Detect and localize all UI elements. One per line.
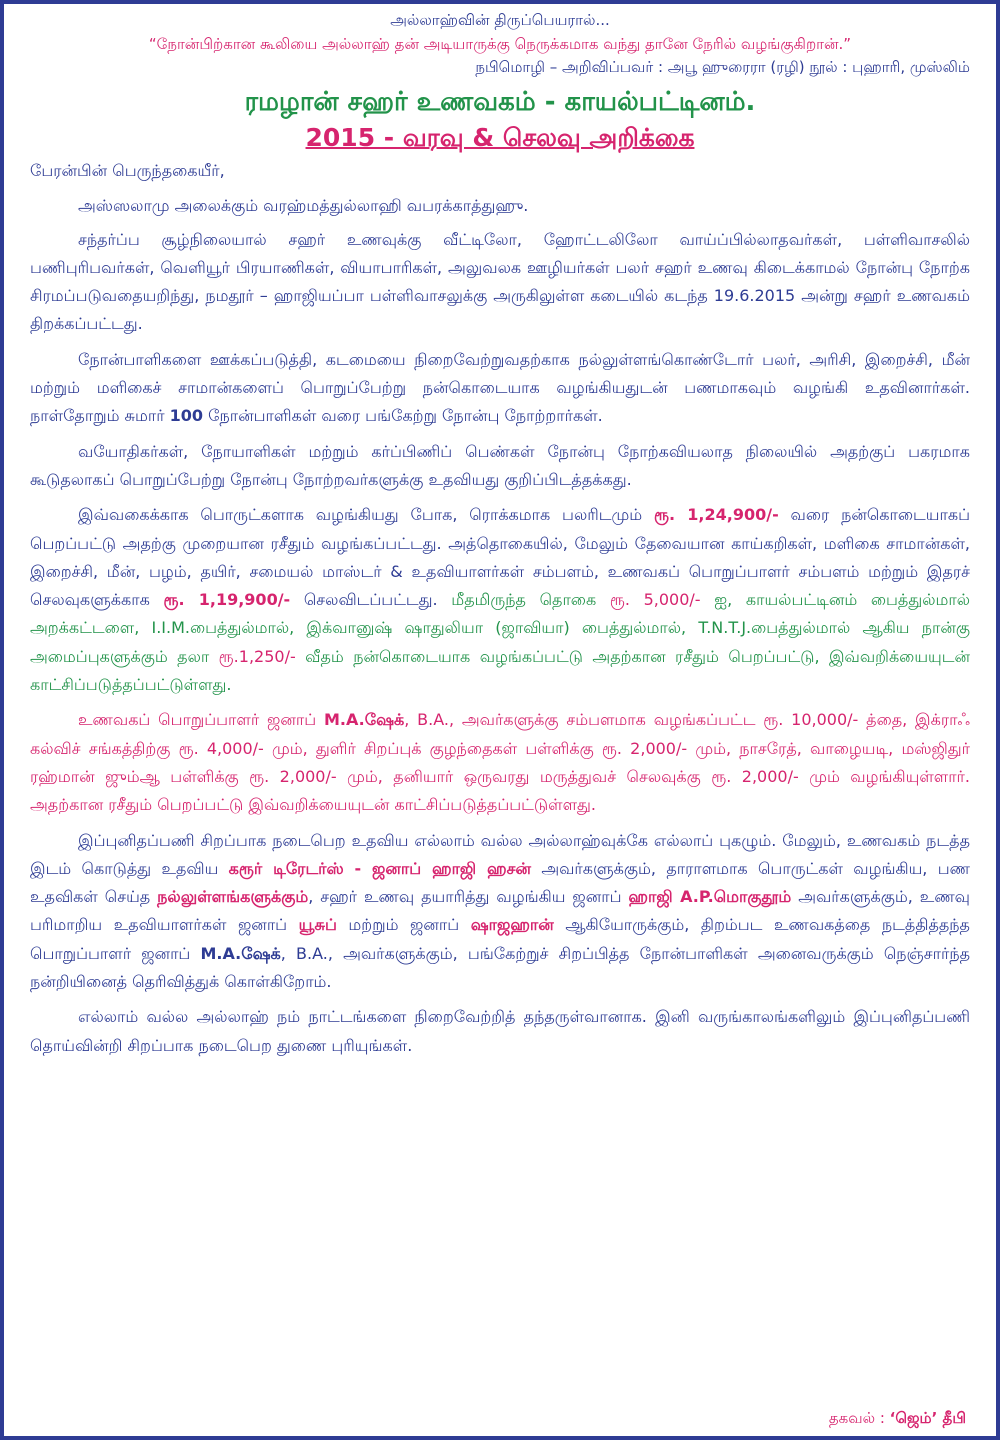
iqra-amount: ரூ. 4,000/-: [178, 738, 264, 758]
info-credit: [829, 1406, 966, 1430]
greeting-salam: அஸ்ஸலாமு அலைக்கும் வரஹ்மத்துல்லாஹி வபரக்காத்துஹு.: [78, 196, 529, 216]
paragraph-closing: எல்லாம் வல்ல அல்லாஹ் நம் நாட்டங்களை நிறைவேற்றித் தந்தருள்வானாக. இனி வருங்காலங்களிலும் இப்புனிதப்பணி தொய்வின்றி சிறப்பாக நடைபெற துணை புரியுங்கள்.: [30, 1007, 970, 1055]
text: , அவர்களுக்கும், பங்கேற்றுச் சிறப்பித்த நோன்பாளிகள் அனைவருக்கும் நெஞ்சார்ந்த நன்றியினைத் தெரிவித்துக் கொள்கிறோம்.: [30, 943, 971, 992]
text: மும், துளிர் சிறப்புக் குழந்தைகள் பள்ளிக்கு: [263, 738, 602, 758]
medical-amount: ரூ. 2,000/-: [711, 766, 799, 786]
text: வரை நன்கொடையாகப் பெறப்பட்டு அதற்கு முறையான ரசீதும் வழங்கப்பட்டது. அத்தொகையில், மேலும் தேவையான காய்கறிகள், மளிகை சாமான்கள், இறைச்சி, மீன், பழம், தயிர், சமையல் மாஸ்டர் & உதவியாளர்கள் சம்பளம், உணவகப் பொறுப்பாளர் சம்பளம் மற்றும் இதரச் செலவுகளுக்காக: [30, 505, 970, 610]
text: நோன்பாளிகள் வரை பங்கேற்று நோன்பு நோற்றார்கள்.: [203, 406, 603, 426]
daily-count: 100: [169, 406, 204, 426]
helper-name: யூசுப்: [298, 915, 337, 935]
text: மும், தனியார் ஒருவரது மருத்துவச் செலவுக்கு: [336, 766, 712, 786]
text: மீதமிருந்த தொகை: [451, 590, 610, 610]
expense-amount: ரூ. 1,19,900/-: [163, 590, 291, 610]
text: ,: [404, 710, 418, 730]
paragraph-opening: சந்தர்ப்ப சூழ்நிலையால் சஹர் உணவுக்கு வீட்டிலோ, ஹோட்டலிலோ வாய்ப்பில்லாதவர்கள், பள்ளிவாசலில் பணிபுரிபவர்கள், வெளியூர் பிரயாணிகள், வியாபாரிகள், அலுவலக ஊழியர்கள் பலர் சஹர் உணவு கிடைக்காமல் நோன்பு நோற்க சிரமப்படுவதையறிந்து, நமதூர் – ஹாஜியப்பா பள்ளிவாசலுக்கு அருகிலுள்ள கடையில் கடந்த 19.6.2015 அன்று சஹர் உணவகம் திறக்கப்பட்டது.: [30, 229, 970, 334]
text: இவ்வகைக்காக பொருட்களாக வழங்கியது போக, ரொக்கமாக பலரிடமும்: [78, 505, 654, 525]
text: மும், நாசரேத், வாழையடி, மஸ்ஜிதுர் ரஹ்மான் ஜும்ஆ பள்ளிக்கு: [30, 738, 971, 786]
per-org-amount: ரூ.1,250/-: [218, 646, 296, 666]
text: இப்புனிதப்பணி சிறப்பாக நடைபெற உதவிய எல்லாம் வல்ல அல்லாஹ்வுக்கே எல்லாப் புகழும். மேலும், உணவகம் நடத்த இடம் கொடுத்து உதவிய: [30, 830, 970, 878]
venue-donor: கரூர் டிரேடர்ஸ் - ஜனாப் ஹாஜி ஹசன்: [228, 858, 531, 878]
info-label: தகவல் :: [828, 1409, 885, 1427]
text: ,: [280, 943, 297, 963]
paragraph-accounts: [30, 501, 970, 699]
school-amount: ரூ. 2,000/-: [601, 738, 688, 758]
text: அவர்களுக்கும், தாராளமாக பொருட்கள் வழங்கிய, பண உதவிகள் செய்த: [30, 858, 970, 907]
salary-amount: ரூ. 10,000/-: [763, 710, 859, 730]
text: அவர்களுக்கும், உணவு பரிமாறிய உதவியாளர்கள் ஜனாப்: [30, 887, 970, 935]
donors-label: நல்லுள்ளங்களுக்கும்: [157, 887, 309, 907]
manager-degree: B.A.: [417, 710, 449, 730]
text: மற்றும் ஜனாப்: [336, 915, 471, 935]
text: ஐ, காயல்பட்டினம் பைத்துல்மால் அறக்கட்டளை, I.I.M.பைத்துல்மால், இக்வானுஷ் ஷாதுலியா (ஜாவியா) பைத்துல்மால், T.N.T.J.பைத்துல்மால் ஆகிய நான்கு அமைப்புகளுக்கும் தலா: [30, 590, 971, 666]
manager-name: M.A.ஷேக்: [200, 943, 281, 963]
invocation: அல்லாஹ்வின் திருப்பெயரால்...: [390, 11, 610, 29]
greeting-address: பேரன்பின் பெருந்தகையீர்,: [30, 161, 225, 180]
balance-amount: ரூ. 5,000/-: [609, 590, 701, 610]
paragraph-support: வயோதிகர்கள், நோயாளிகள் மற்றும் கர்ப்பிணிப் பெண்கள் நோன்பு நோற்கவியலாத நிலையில் அதற்குப் பகரமாக கூடுதலாகப் பொறுப்பேற்று நோன்பு நோற்றவர்களுக்கு உதவியது குறிப்பிடத்தக்கது.: [30, 441, 971, 489]
text: உணவகப் பொறுப்பாளர் ஜனாப்: [78, 710, 324, 730]
mosque-amount: ரூ. 2,000/-: [249, 766, 337, 786]
text: நோன்பாளிகளை ஊக்கப்படுத்தி, கடமையை நிறைவேற்றுவதற்காக நல்லுள்ளங்கொண்டோர் பலர், அரிசி, இறைச்சி, மீன் மற்றும் மளிகைச் சாமான்களைப் பொறுப்பேற்று நன்கொடையாக வழங்கியதுடன் பணமாகவும் வழங்கி உதவினார்கள். நாள்தோறும் சுமார்: [30, 349, 970, 426]
text: வீதம் நன்கொடையாக வழங்கப்பட்டு அதற்கான ரசீதும் பெறப்பட்டு, இவ்வறிக்யையுடன் காட்சிப்படுத்தப்பட்டுள்ளது.: [30, 646, 970, 695]
page-title: ரமழான் சஹர் உணவகம் - காயல்பட்டினம்.: [244, 87, 756, 117]
info-name: ‘ஜெம்’ தீபி: [889, 1409, 966, 1427]
page-subtitle: 2015 - வரவு & செலவு அறிக்கை: [305, 123, 695, 152]
manager-name: M.A.ஷேக்: [323, 710, 405, 730]
income-amount: ரூ. 1,24,900/-: [653, 505, 779, 525]
text: செலவிடப்பட்டது.: [290, 590, 452, 610]
manager-degree: B.A.: [296, 943, 328, 963]
cook-name: ஹாஜி A.P.மொகுதூம்: [628, 887, 792, 907]
paragraph-thanks: [30, 827, 970, 997]
paragraph-donations: [30, 346, 970, 431]
text: ஆகியோருக்கும், திறம்பட உணவகத்தை நடத்தித்தந்த பொறுப்பாளர் ஜனாப்: [30, 915, 970, 963]
text: , சஹர் உணவு தயாரித்து வழங்கிய ஜனாப்: [308, 887, 629, 907]
hadith-narration: நபிமொழி – அறிவிப்பவர் : அபூ ஹுரைரா (ரழி) நூல் : புஹாரி, முஸ்லிம்: [475, 58, 970, 76]
hadith-quote: “நோன்பிற்கான கூலியை அல்லாஹ் தன் அடியாருக்கு நெருக்கமாக வந்து தானே நேரில் வழங்குகிறான்.”: [148, 35, 852, 53]
text: த்தை, இக்ராஃ கல்விச் சங்கத்திற்கு: [30, 710, 970, 758]
helper-name: ஷாஜஹான்: [470, 915, 554, 935]
text: மும் வழங்கியுள்ளார். அதற்கான ரசீதும் பெறப்பட்டு இவ்வறிக்யையுடன் காட்சிப்படுத்தப்பட்டுள்ளது.: [30, 766, 971, 815]
text: , அவர்களுக்கு சம்பளமாக வழங்கப்பட்ட: [448, 710, 764, 730]
paragraph-salary: [30, 706, 970, 819]
